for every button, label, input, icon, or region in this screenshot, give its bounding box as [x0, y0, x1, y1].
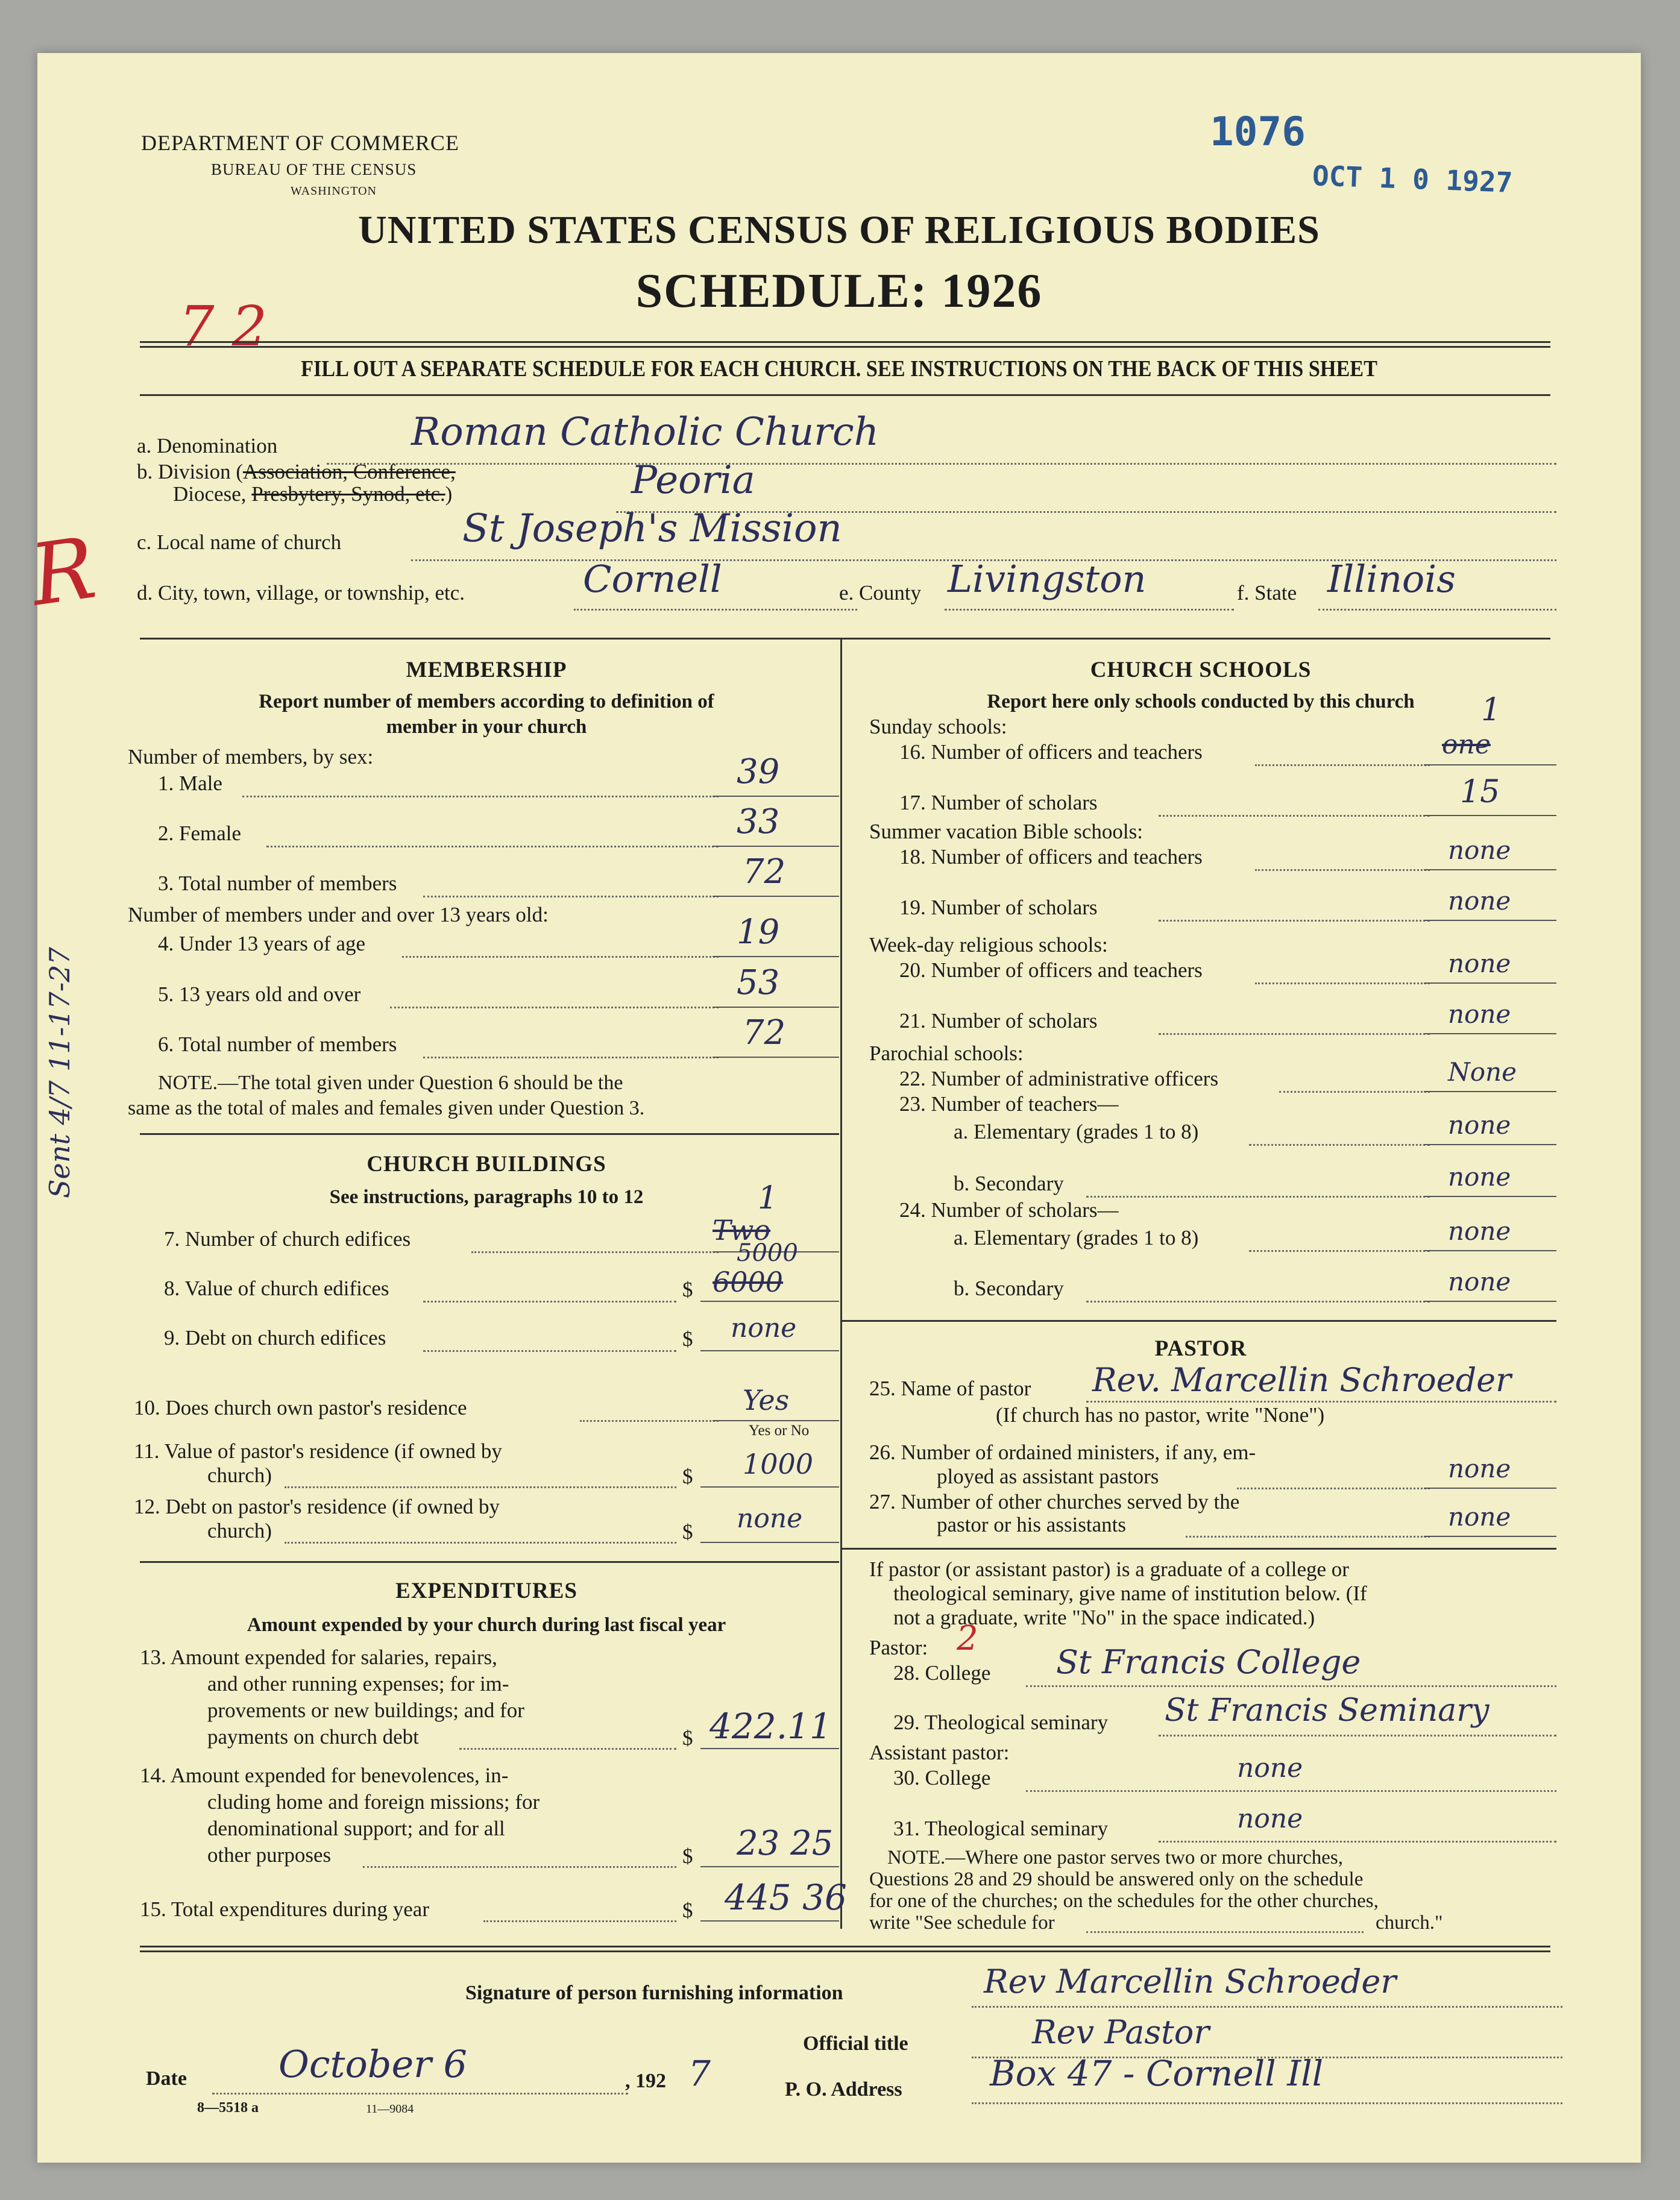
- q9-debt-value[interactable]: none: [731, 1313, 797, 1344]
- official-title-value[interactable]: Rev Pastor: [1032, 2013, 1210, 2051]
- q25-pastor-name[interactable]: Rev. Marcellin Schroeder: [1092, 1361, 1511, 1399]
- q9-dollar-sign: $: [682, 1327, 693, 1351]
- q12-residence-debt-value[interactable]: none: [737, 1503, 803, 1534]
- q4-under13-label: 4. Under 13 years of age: [158, 932, 366, 955]
- q14-dollar-sign: $: [682, 1844, 693, 1868]
- members-by-sex-heading: Number of members, by sex:: [128, 745, 374, 768]
- q19-value[interactable]: none: [1448, 886, 1511, 916]
- membership-note: NOTE.—The total given under Question 6 should be the: [158, 1072, 623, 1094]
- q13-label-line2: and other running expenses; for im-: [207, 1672, 509, 1696]
- q26-label-line2: ployed as assistant pastors: [937, 1465, 1159, 1488]
- q10-residence-label: 10. Does church own pastor's residence: [134, 1396, 467, 1419]
- year-prefix: , 192: [625, 2070, 666, 2092]
- q10-residence-value[interactable]: Yes: [743, 1384, 790, 1416]
- q16-value-correction[interactable]: 1: [1481, 692, 1502, 728]
- received-number-stamp: 1076: [1210, 108, 1306, 155]
- q14-label-line3: denominational support; and for all: [207, 1817, 505, 1840]
- q3-total-value[interactable]: 72: [743, 852, 786, 891]
- department-name: DEPARTMENT OF COMMERCE: [141, 131, 459, 155]
- q13-dollar-sign: $: [682, 1726, 693, 1750]
- q8-value-original[interactable]: 6000: [713, 1266, 784, 1298]
- form-title: UNITED STATES CENSUS OF RELIGIOUS BODIES: [358, 208, 1320, 252]
- q15-dollar-sign: $: [682, 1899, 693, 1922]
- q13-label-line4: payments on church debt: [207, 1725, 419, 1749]
- q28-label: 28. College: [893, 1661, 991, 1685]
- city-value[interactable]: Cornell: [583, 557, 722, 601]
- q31-label: 31. Theological seminary: [893, 1817, 1109, 1840]
- q4-under13-value[interactable]: 19: [737, 913, 780, 952]
- q10-hint: Yes or No: [749, 1422, 810, 1439]
- schools-subtitle: Report here only schools conducted by this church: [987, 691, 1415, 712]
- graduate-instruction-3: not a graduate, write "No" in the space indicated.): [893, 1606, 1315, 1629]
- q13-label: 13. Amount expended for salaries, repairs,: [140, 1645, 497, 1669]
- q16-label: 16. Number of officers and teachers: [899, 740, 1203, 764]
- q14-label-line4: other purposes: [207, 1843, 332, 1867]
- bureau-name: BUREAU OF THE CENSUS: [211, 160, 417, 178]
- buildings-title: CHURCH BUILDINGS: [367, 1152, 606, 1177]
- signature-value[interactable]: Rev Marcellin Schroeder: [984, 1963, 1397, 2000]
- q24a-label: a. Elementary (grades 1 to 8): [954, 1226, 1199, 1249]
- assistant-pastor-subheading: Assistant pastor:: [869, 1741, 1010, 1764]
- q25-hint: (If church has no pastor, write "None"): [996, 1403, 1325, 1427]
- q15-value[interactable]: 445 36: [725, 1877, 847, 1918]
- membership-note-2: same as the total of males and females given under Question 3.: [128, 1097, 645, 1119]
- q11-residence-value[interactable]: 1000: [743, 1448, 814, 1480]
- denomination-label: a. Denomination: [137, 434, 278, 457]
- q29-label: 29. Theological seminary: [893, 1711, 1109, 1734]
- q27-label: 27. Number of other churches served by the: [869, 1490, 1240, 1513]
- q27-label-line2: pastor or his assistants: [937, 1513, 1127, 1536]
- q14-label-line2: cluding home and foreign missions; for: [207, 1790, 540, 1814]
- state-label: f. State: [1237, 581, 1297, 605]
- q2-female-label: 2. Female: [158, 822, 242, 845]
- q5-13over-value[interactable]: 53: [737, 963, 780, 1002]
- q3-total-label: 3. Total number of members: [158, 872, 397, 895]
- q26-label: 26. Number of ordained ministers, if any, em-: [869, 1441, 1256, 1464]
- q9-debt-label: 9. Debt on church edifices: [164, 1326, 386, 1350]
- q7-edifices-label: 7. Number of church edifices: [164, 1227, 411, 1251]
- local-name-label: c. Local name of church: [137, 530, 342, 554]
- county-label: e. County: [839, 581, 922, 605]
- q8-value-label: 8. Value of church edifices: [164, 1277, 389, 1300]
- received-date-stamp: OCT 1 0 1927: [1312, 159, 1514, 199]
- q29-seminary-value[interactable]: St Francis Seminary: [1165, 1692, 1490, 1729]
- q17-label: 17. Number of scholars: [899, 791, 1098, 814]
- q12-residence-debt-label: 12. Debt on pastor's residence (if owned by: [134, 1495, 500, 1518]
- q13-value[interactable]: 422.11: [709, 1706, 832, 1747]
- division-value[interactable]: Peoria: [631, 458, 755, 503]
- margin-sent-note: Sent 4/7 11-17-27: [43, 947, 76, 1198]
- q19-label: 19. Number of scholars: [899, 896, 1098, 919]
- buildings-subtitle: See instructions, paragraphs 10 to 12: [329, 1186, 644, 1208]
- weekday-schools-heading: Week-day religious schools:: [869, 933, 1108, 957]
- date-label: Date: [146, 2067, 187, 2090]
- q1-male-value[interactable]: 39: [737, 752, 780, 791]
- membership-title: MEMBERSHIP: [406, 658, 567, 682]
- print-number: 11—9084: [366, 2102, 414, 2116]
- q23a-label: a. Elementary (grades 1 to 8): [954, 1120, 1199, 1143]
- red-check-mark: R: [25, 519, 102, 626]
- date-value[interactable]: October 6: [278, 2042, 467, 2086]
- q7-edifices-original[interactable]: Two: [713, 1214, 771, 1246]
- q14-label: 14. Amount expended for benevolences, in-: [140, 1764, 509, 1787]
- schedule-year: SCHEDULE: 1926: [635, 265, 1043, 318]
- bureau-city: WASHINGTON: [291, 184, 377, 198]
- q16-value-original[interactable]: one: [1442, 729, 1491, 760]
- q18-value[interactable]: none: [1448, 835, 1511, 865]
- q27-value[interactable]: none: [1448, 1502, 1511, 1532]
- membership-subtitle-2: member in your church: [386, 716, 587, 738]
- pastor-red-number: 2: [957, 1619, 978, 1658]
- census-schedule-sheet: [25, 53, 1641, 2163]
- graduate-instruction: If pastor (or assistant pastor) is a graduate of a college or: [869, 1557, 1349, 1581]
- signature-label: Signature of person furnishing information: [465, 1982, 843, 2004]
- q8-value-correction[interactable]: 5000: [737, 1239, 798, 1267]
- county-value[interactable]: Livingston: [948, 557, 1147, 601]
- q15-label: 15. Total expenditures during year: [140, 1897, 429, 1921]
- q13-label-line3: provements or new buildings; and for: [207, 1699, 524, 1722]
- sunday-schools-heading: Sunday schools:: [869, 715, 1007, 738]
- members-by-age-heading: Number of members under and over 13 years old:: [128, 903, 549, 926]
- q21-label: 21. Number of scholars: [899, 1009, 1098, 1032]
- parochial-schools-heading: Parochial schools:: [869, 1042, 1024, 1065]
- q12-label-line2: church): [207, 1519, 272, 1542]
- pastor-note-3: for one of the churches; on the schedules for the other churches,: [869, 1890, 1379, 1912]
- q1-male-label: 1. Male: [158, 772, 222, 795]
- q24-label: 24. Number of scholars—: [899, 1198, 1119, 1222]
- q23b-value[interactable]: none: [1448, 1162, 1511, 1192]
- q30-label: 30. College: [893, 1766, 991, 1790]
- po-address-value[interactable]: Box 47 - Cornell Ill: [990, 2053, 1324, 2094]
- q25-label: 25. Name of pastor: [869, 1377, 1031, 1400]
- pastor-note-4: write "See schedule for: [869, 1912, 1055, 1934]
- expenditures-title: EXPENDITURES: [395, 1579, 577, 1603]
- official-title-label: Official title: [803, 2032, 908, 2055]
- q24b-value[interactable]: none: [1448, 1267, 1511, 1296]
- state-value[interactable]: Illinois: [1327, 557, 1456, 601]
- q6-total-value[interactable]: 72: [743, 1013, 786, 1052]
- q22-value[interactable]: None: [1448, 1057, 1517, 1087]
- pastor-note: NOTE.—Where one pastor serves two or more churches,: [887, 1847, 1343, 1868]
- q18-label: 18. Number of officers and teachers: [899, 845, 1203, 869]
- q30-value[interactable]: none: [1237, 1753, 1303, 1784]
- po-address-label: P. O. Address: [785, 2078, 902, 2101]
- q6-total-label: 6. Total number of members: [158, 1032, 397, 1056]
- summer-schools-heading: Summer vacation Bible schools:: [869, 820, 1143, 843]
- q24b-label: b. Secondary: [954, 1277, 1064, 1300]
- membership-subtitle: Report number of members according to definition of: [259, 691, 714, 712]
- separate-schedule-instruction: FILL OUT A SEPARATE SCHEDULE FOR EACH CHURCH. SEE INSTRUCTIONS ON THE BACK OF THIS SHEET: [301, 356, 1377, 382]
- q21-value[interactable]: none: [1448, 999, 1511, 1029]
- form-number: 8—5518 a: [197, 2100, 259, 2116]
- graduate-instruction-2: theological seminary, give name of institution below. (If: [893, 1582, 1367, 1605]
- q8-dollar-sign: $: [682, 1278, 693, 1301]
- pastor-note-2: Questions 28 and 29 should be answered only on the schedule: [869, 1868, 1364, 1890]
- q7-edifices-correction[interactable]: 1: [758, 1180, 778, 1216]
- q28-college-value[interactable]: St Francis College: [1056, 1643, 1361, 1681]
- local-name-value[interactable]: St Joseph's Mission: [462, 506, 842, 551]
- q22-label: 22. Number of administrative officers: [899, 1067, 1219, 1090]
- expenditures-subtitle: Amount expended by your church during last fiscal year: [247, 1614, 726, 1636]
- q14-value[interactable]: 23 25: [737, 1824, 834, 1863]
- q31-value[interactable]: none: [1237, 1803, 1303, 1834]
- q26-value[interactable]: none: [1448, 1454, 1511, 1483]
- q20-value[interactable]: none: [1448, 949, 1511, 978]
- city-label: d. City, town, village, or township, etc.: [137, 581, 465, 605]
- q11-dollar-sign: $: [682, 1465, 693, 1488]
- division-label: b. Division (Association, Conference,: [137, 460, 456, 483]
- pastor-note-5: church.": [1376, 1912, 1443, 1934]
- q23a-value[interactable]: none: [1448, 1110, 1511, 1140]
- red-tally-number: 7 2: [179, 294, 268, 359]
- q23b-label: b. Secondary: [954, 1172, 1064, 1195]
- q17-value[interactable]: 15: [1460, 774, 1500, 810]
- schools-title: CHURCH SCHOOLS: [1090, 658, 1312, 682]
- q23-label: 23. Number of teachers—: [899, 1092, 1119, 1116]
- denomination-value[interactable]: Roman Catholic Church: [411, 410, 879, 454]
- q20-label: 20. Number of officers and teachers: [899, 958, 1203, 982]
- year-digit[interactable]: 7: [688, 2053, 711, 2094]
- q11-residence-value-label: 11. Value of pastor's residence (if owned by: [134, 1439, 502, 1463]
- q11-label-line2: church): [207, 1463, 272, 1487]
- q2-female-value[interactable]: 33: [737, 802, 780, 841]
- division-label-line2: Diocese, Presbytery, Synod, etc.): [173, 482, 453, 506]
- pastor-title: PASTOR: [1154, 1336, 1247, 1361]
- q12-dollar-sign: $: [682, 1520, 693, 1544]
- q5-13over-label: 5. 13 years old and over: [158, 982, 361, 1006]
- pastor-subheading: Pastor:: [869, 1636, 928, 1659]
- q24a-value[interactable]: none: [1448, 1216, 1511, 1246]
